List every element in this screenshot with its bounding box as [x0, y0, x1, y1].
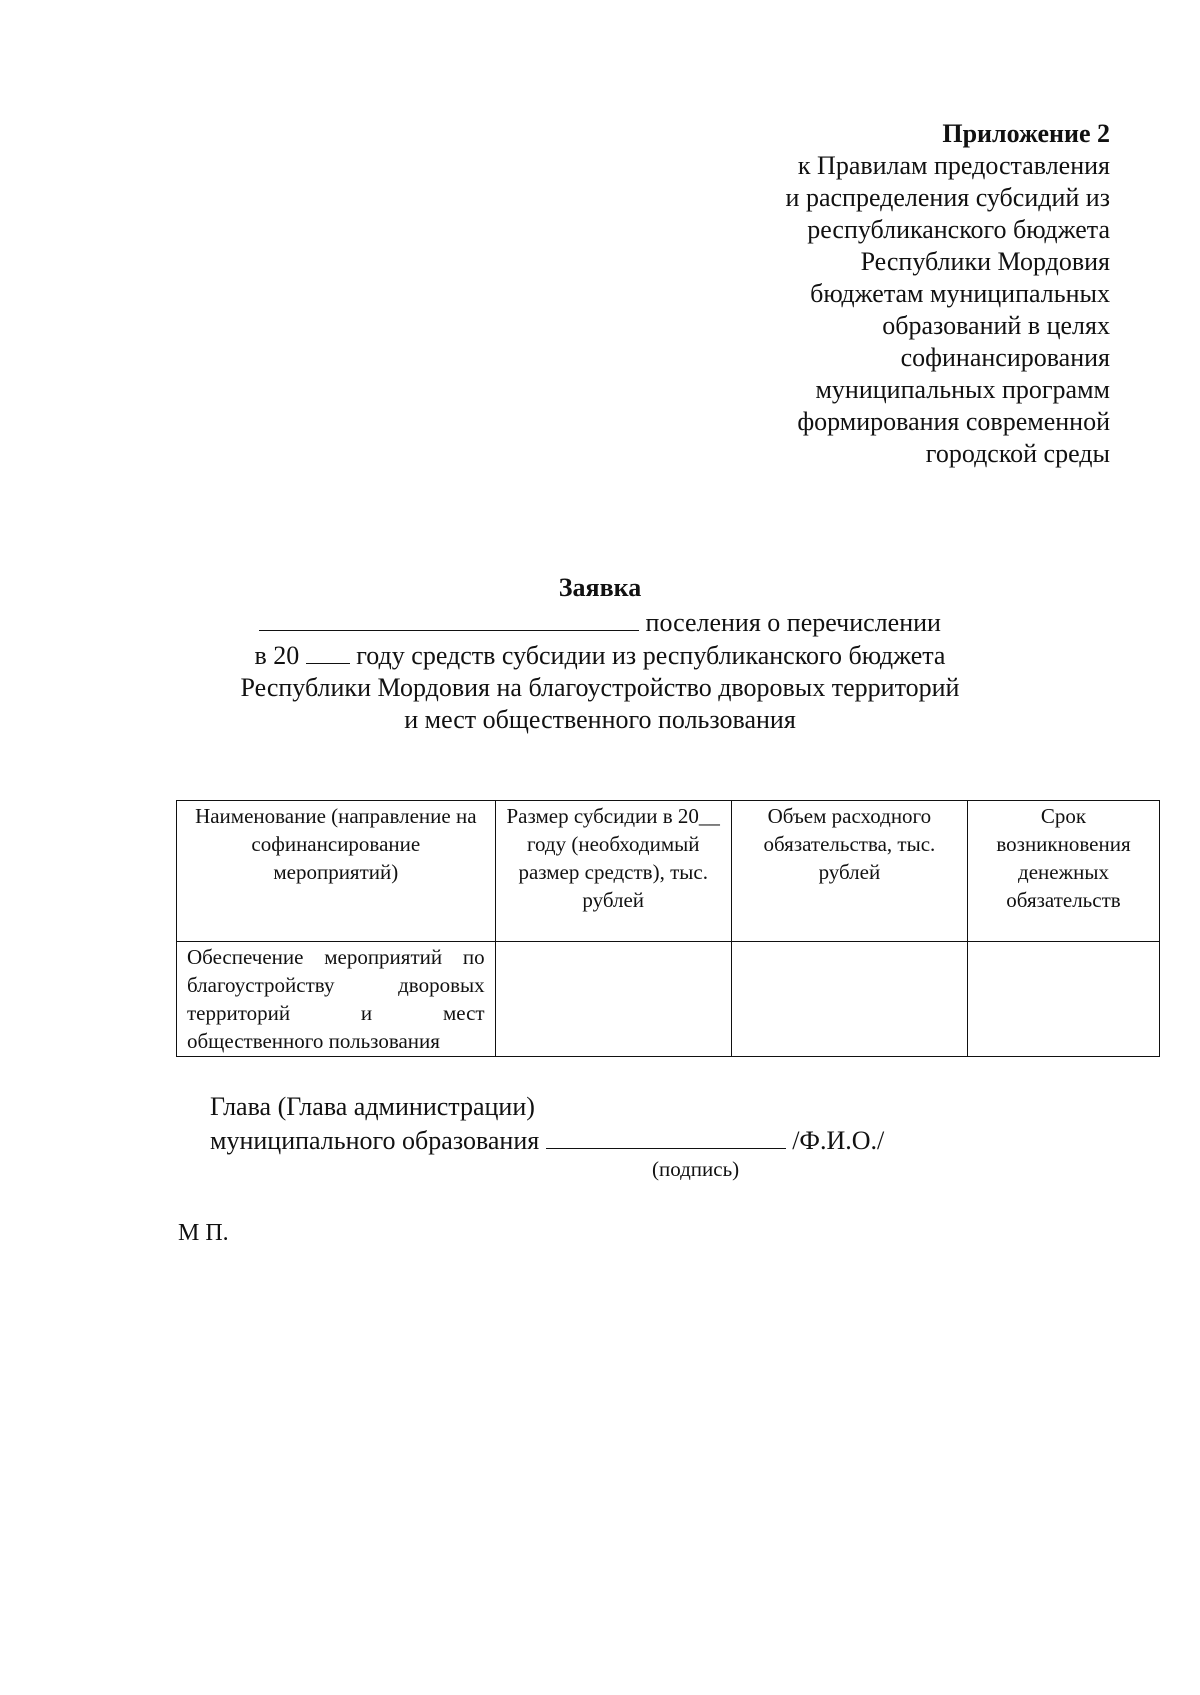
header-name: Наименование (направление на софинансирование мероприятий) [177, 801, 496, 942]
header-obligation-term: Срок возникновения денежных обязательств [967, 801, 1159, 942]
appendix-block [630, 118, 1110, 470]
appendix-line: софинансирования [900, 343, 1110, 372]
appendix-line: образований в целях [882, 311, 1110, 340]
appendix-line: и распределения субсидий из [785, 183, 1110, 212]
request-line-4: и мест общественного пользования [404, 705, 796, 734]
appendix-line: муниципальных программ [815, 375, 1110, 404]
appendix-line: республиканского бюджета [807, 215, 1110, 244]
appendix-line: к Правилам предоставления [797, 151, 1110, 180]
row-obligation-term-cell[interactable] [967, 942, 1159, 1057]
header-expense-volume: Объем расходного обязательства, тыс. рублей [731, 801, 967, 942]
request-line-1 [0, 606, 1200, 639]
signature-line-2-prefix: муниципального образования [210, 1126, 540, 1155]
request-heading: Заявка [558, 573, 642, 602]
appendix-line: городской среды [925, 439, 1110, 468]
appendix-line: бюджетам муниципальных [810, 279, 1110, 308]
stamp-place: М П. [178, 1220, 229, 1246]
row-activity-name: Обеспечение мероприятий по благоустройству дворовых территорий и мест общественного пользования [177, 942, 496, 1057]
row-subsidy-amount-cell[interactable] [495, 942, 731, 1057]
request-line-2 [0, 639, 1200, 672]
header-subsidy-amount: Размер субсидии в 20__ году (необходимый размер средств), тыс. рублей [495, 801, 731, 942]
request-line-2-prefix: в 20 [254, 641, 300, 670]
signature-block [210, 1090, 884, 1158]
request-line-1-text: поселения о перечислении [645, 608, 941, 637]
appendix-line: формирования современной [797, 407, 1110, 436]
signature-line-2 [210, 1124, 884, 1158]
signature-blank[interactable] [546, 1124, 786, 1149]
year-blank[interactable] [306, 639, 350, 664]
table-row [177, 942, 1160, 1057]
request-line-3: Республики Мордовия на благоустройство дворовых территорий [240, 673, 960, 702]
request-line-2-suffix: году средств субсидии из республиканского бюджета [356, 641, 946, 670]
signature-caption: (подпись) [652, 1157, 740, 1181]
request-block [0, 572, 1200, 736]
subsidy-table [176, 800, 1160, 1057]
signature-fio: /Ф.И.О./ [792, 1126, 885, 1155]
appendix-heading: Приложение 2 [942, 119, 1110, 148]
appendix-line: Республики Мордовия [860, 247, 1110, 276]
signature-line-1: Глава (Глава администрации) [210, 1092, 535, 1121]
table-header-row [177, 801, 1160, 942]
row-expense-volume-cell[interactable] [731, 942, 967, 1057]
settlement-name-blank[interactable] [259, 606, 639, 631]
